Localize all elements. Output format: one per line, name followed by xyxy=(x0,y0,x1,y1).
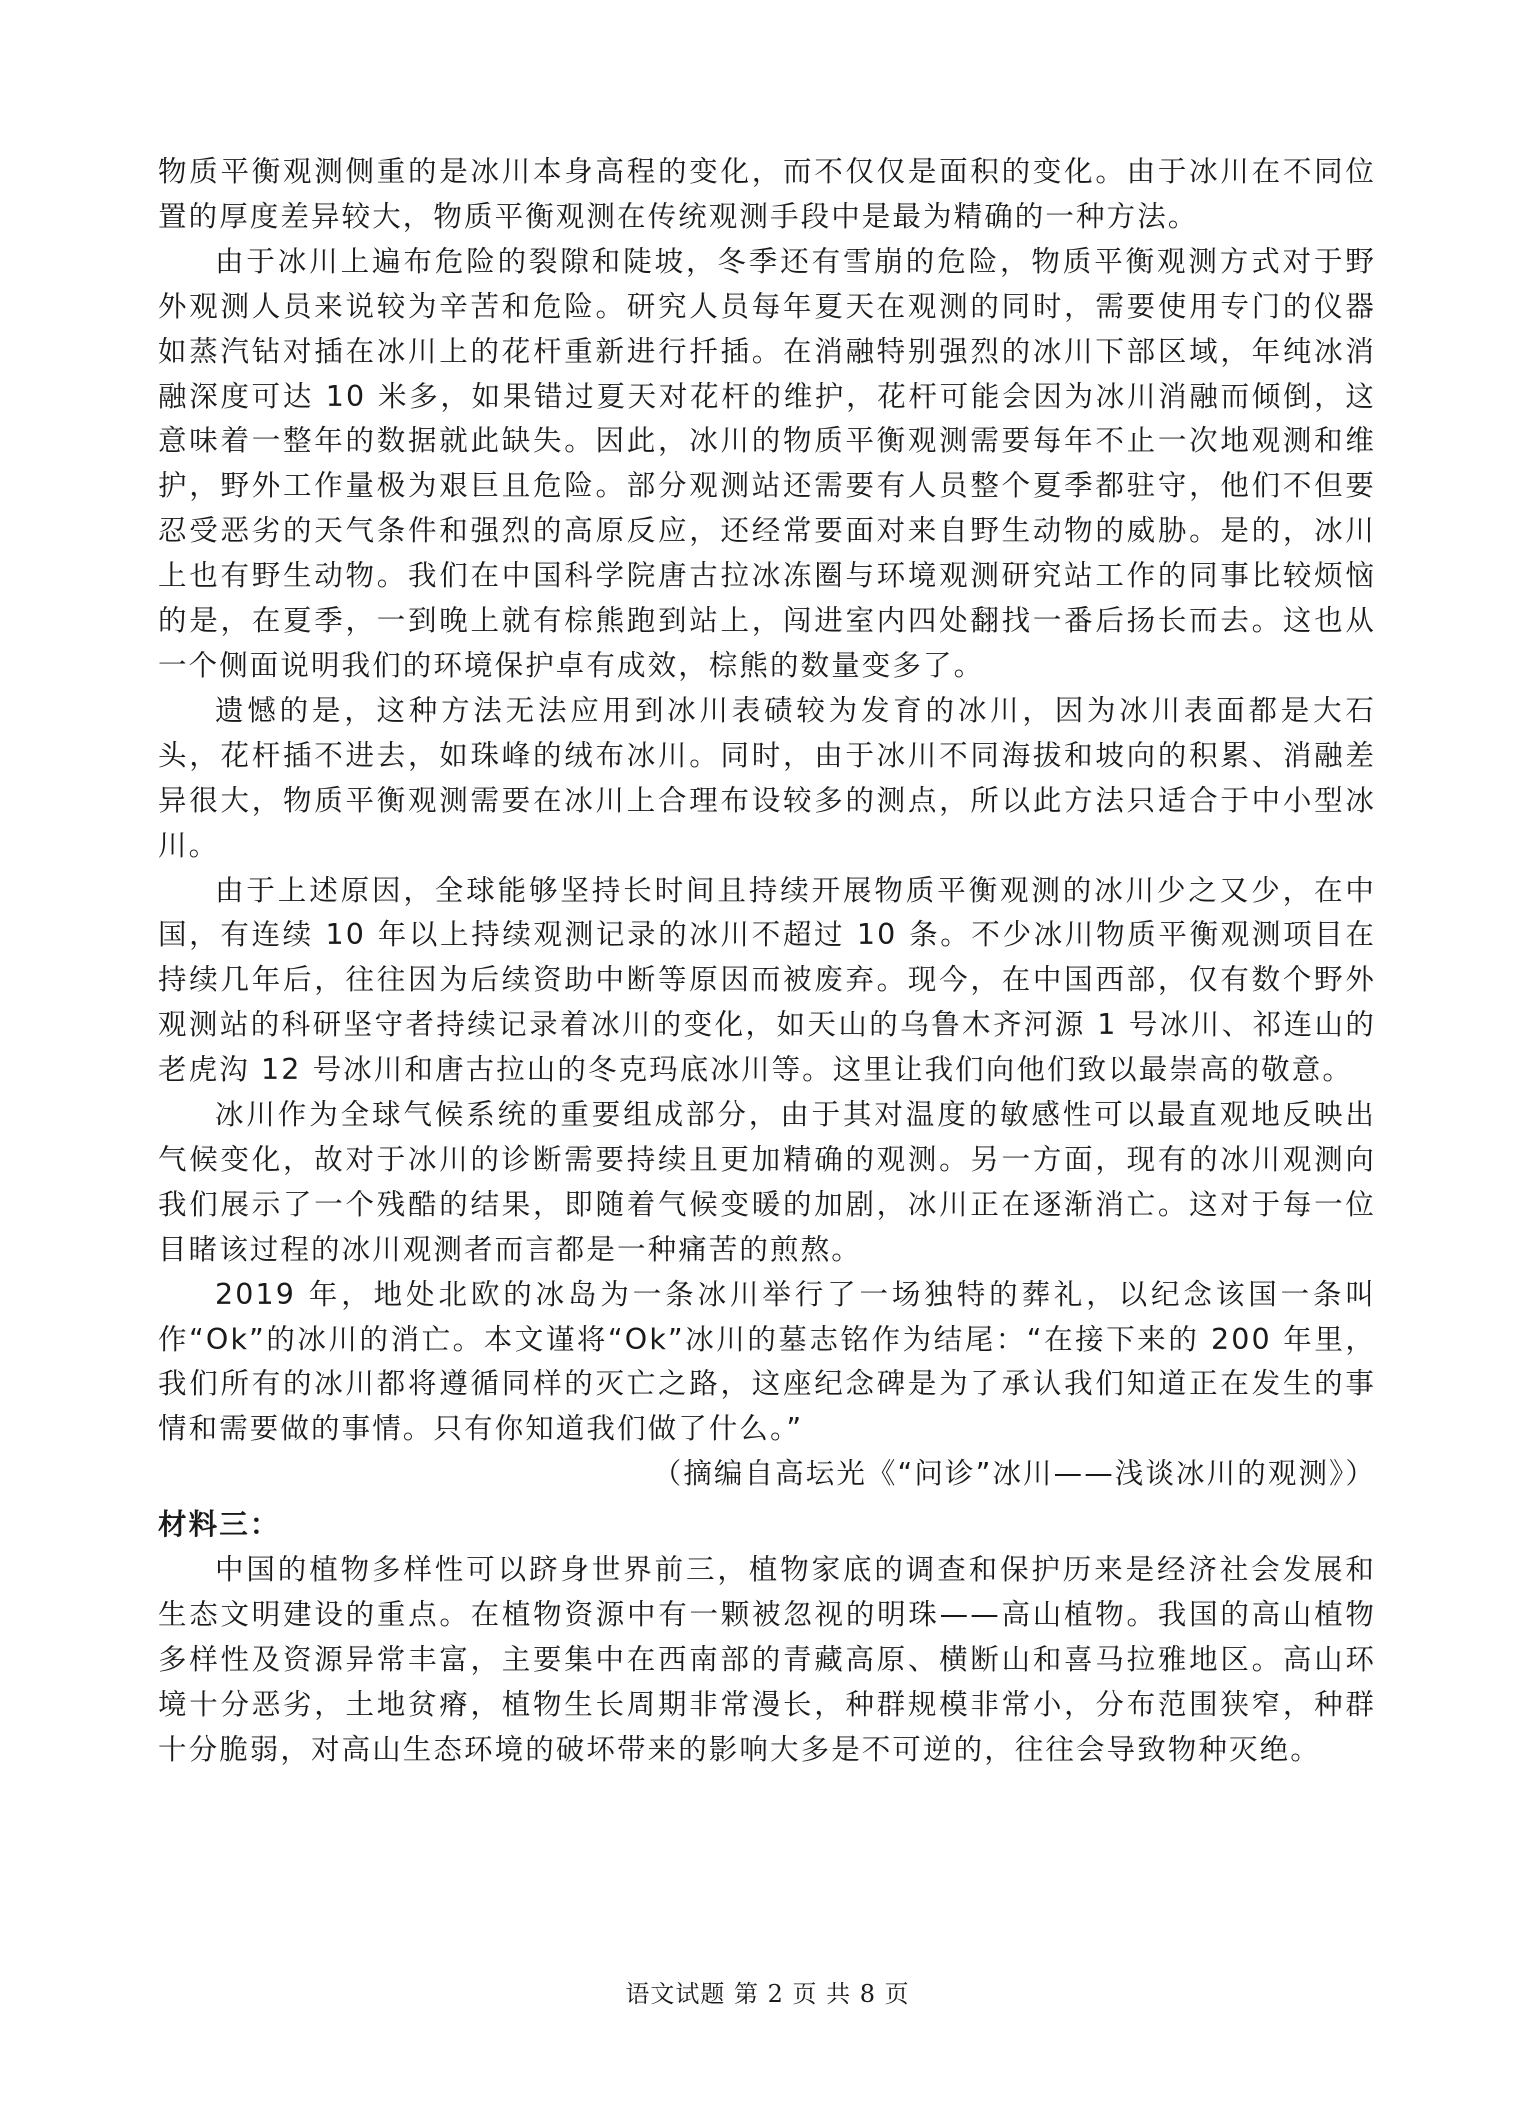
article-paragraph-5: 冰川作为全球气候系统的重要组成部分，由于其对温度的敏感性可以最直观地反映出气候变化，故对于冰川的诊断需要持续且更加精确的观测。另一方面，现有的冰川观测向我们展示了一个残酷的结果，即随着气候变暖的加剧，冰川正在逐渐消亡。这对于每一位目睹该过程的冰川观测者而言都是一种痛苦的煎熬。 xyxy=(158,1098,1376,1266)
page-footer: 语文试题 第 2 页 共 8 页 xyxy=(625,1980,910,2008)
material-3-paragraph-1: 中国的植物多样性可以跻身世界前三，植物家底的调查和保护历来是经济社会发展和生态文明建设的重点。在植物资源中有一颗被忽视的明珠——高山植物。我国的高山植物多样性及资源异常丰富，主要集中在西南部的青藏高原、横断山和喜马拉雅地区。高山环境十分恶劣，土地贫瘠，植物生长周期非常漫长，种群规模非常小，分布范围狭窄，种群十分脆弱，对高山生态环境的破坏带来的影响大多是不可逆的，往往会导致物种灭绝。 xyxy=(158,1553,1376,1766)
article-source-citation: （摘编自高坛光《“问诊”冰川——浅谈冰川的观测》） xyxy=(652,1457,1376,1491)
article-paragraph-3: 遗憾的是，这种方法无法应用到冰川表碛较为发育的冰川，因为冰川表面都是大石头，花杆插不进去，如珠峰的绒布冰川。同时，由于冰川不同海拔和坡向的积累、消融差异很大，物质平衡观测需要在冰川上合理布设较多的测点，所以此方法只适合于中小型冰川。 xyxy=(158,693,1376,862)
article-paragraph-2: 由于冰川上遍布危险的裂隙和陡坡，冬季还有雪崩的危险，物质平衡观测方式对于野外观测人员来说较为辛苦和危险。研究人员每年夏天在观测的同时，需要使用专门的仪器如蒸汽钻对插在冰川上的花杆重新进行扦插。在消融特别强烈的冰川下部区域，年纯冰消融深度可达 10 米多，如果错过夏天对花杆的维护，花杆可能会因为冰川消融而倾倒，这意味着一整年的数据就此缺失。因此，冰川的物质平衡观测需要每年不止一次地观测和维护，野外工作量极为艰巨且危险。部分观测站还需要有人员整个夏季都驻守，他们不但要忍受恶劣的天气条件和强烈的高原反应，还经常要面对来自野生动物的威胁。是的，冰川上也有野生动物。我们在中国科学院唐古拉冰冻圈与环境观测研究站工作的同事比较烦恼的是，在夏季，一到晚上就有棕熊跑到站上，闯进室内四处翻找一番后扬长而去。这也从一个侧面说明我们的环境保护卓有成效，棕熊的数量变多了。 xyxy=(158,244,1376,682)
article-paragraph-4: 由于上述原因，全球能够坚持长时间且持续开展物质平衡观测的冰川少之又少，在中国，有连续 10 年以上持续观测记录的冰川不超过 10 条。不少冰川物质平衡观测项目在持续几年后，往往因为后续资助中断等原因而被废弃。现今，在中国西部，仅有数个野外观测站的科研坚守者持续记录着冰川的变化，如天山的乌鲁木齐河源 1 号冰川、祁连山的老虎沟 12 号冰川和唐古拉山的冬克玛底冰川等。这里让我们向他们致以最崇高的敬意。 xyxy=(158,873,1376,1087)
article-paragraph-1: 物质平衡观测侧重的是冰川本身高程的变化，而不仅仅是面积的变化。由于冰川在不同位置的厚度差异较大，物质平衡观测在传统观测手段中是最为精确的一种方法。 xyxy=(158,155,1376,233)
material-3-heading: 材料三： xyxy=(158,1508,281,1542)
article-paragraph-6: 2019 年，地处北欧的冰岛为一条冰川举行了一场独特的葬礼，以纪念该国一条叫作“Ok”的冰川的消亡。本文谨将“Ok”冰川的墓志铭作为结尾：“在接下来的 200 年里，我们所有的冰川都将遵循同样的灭亡之路，这座纪念碑是为了承认我们知道正在发生的事情和需要做的事情。只有你知道我们做了什么。” xyxy=(158,1277,1376,1446)
page-content xyxy=(158,150,1376,1773)
